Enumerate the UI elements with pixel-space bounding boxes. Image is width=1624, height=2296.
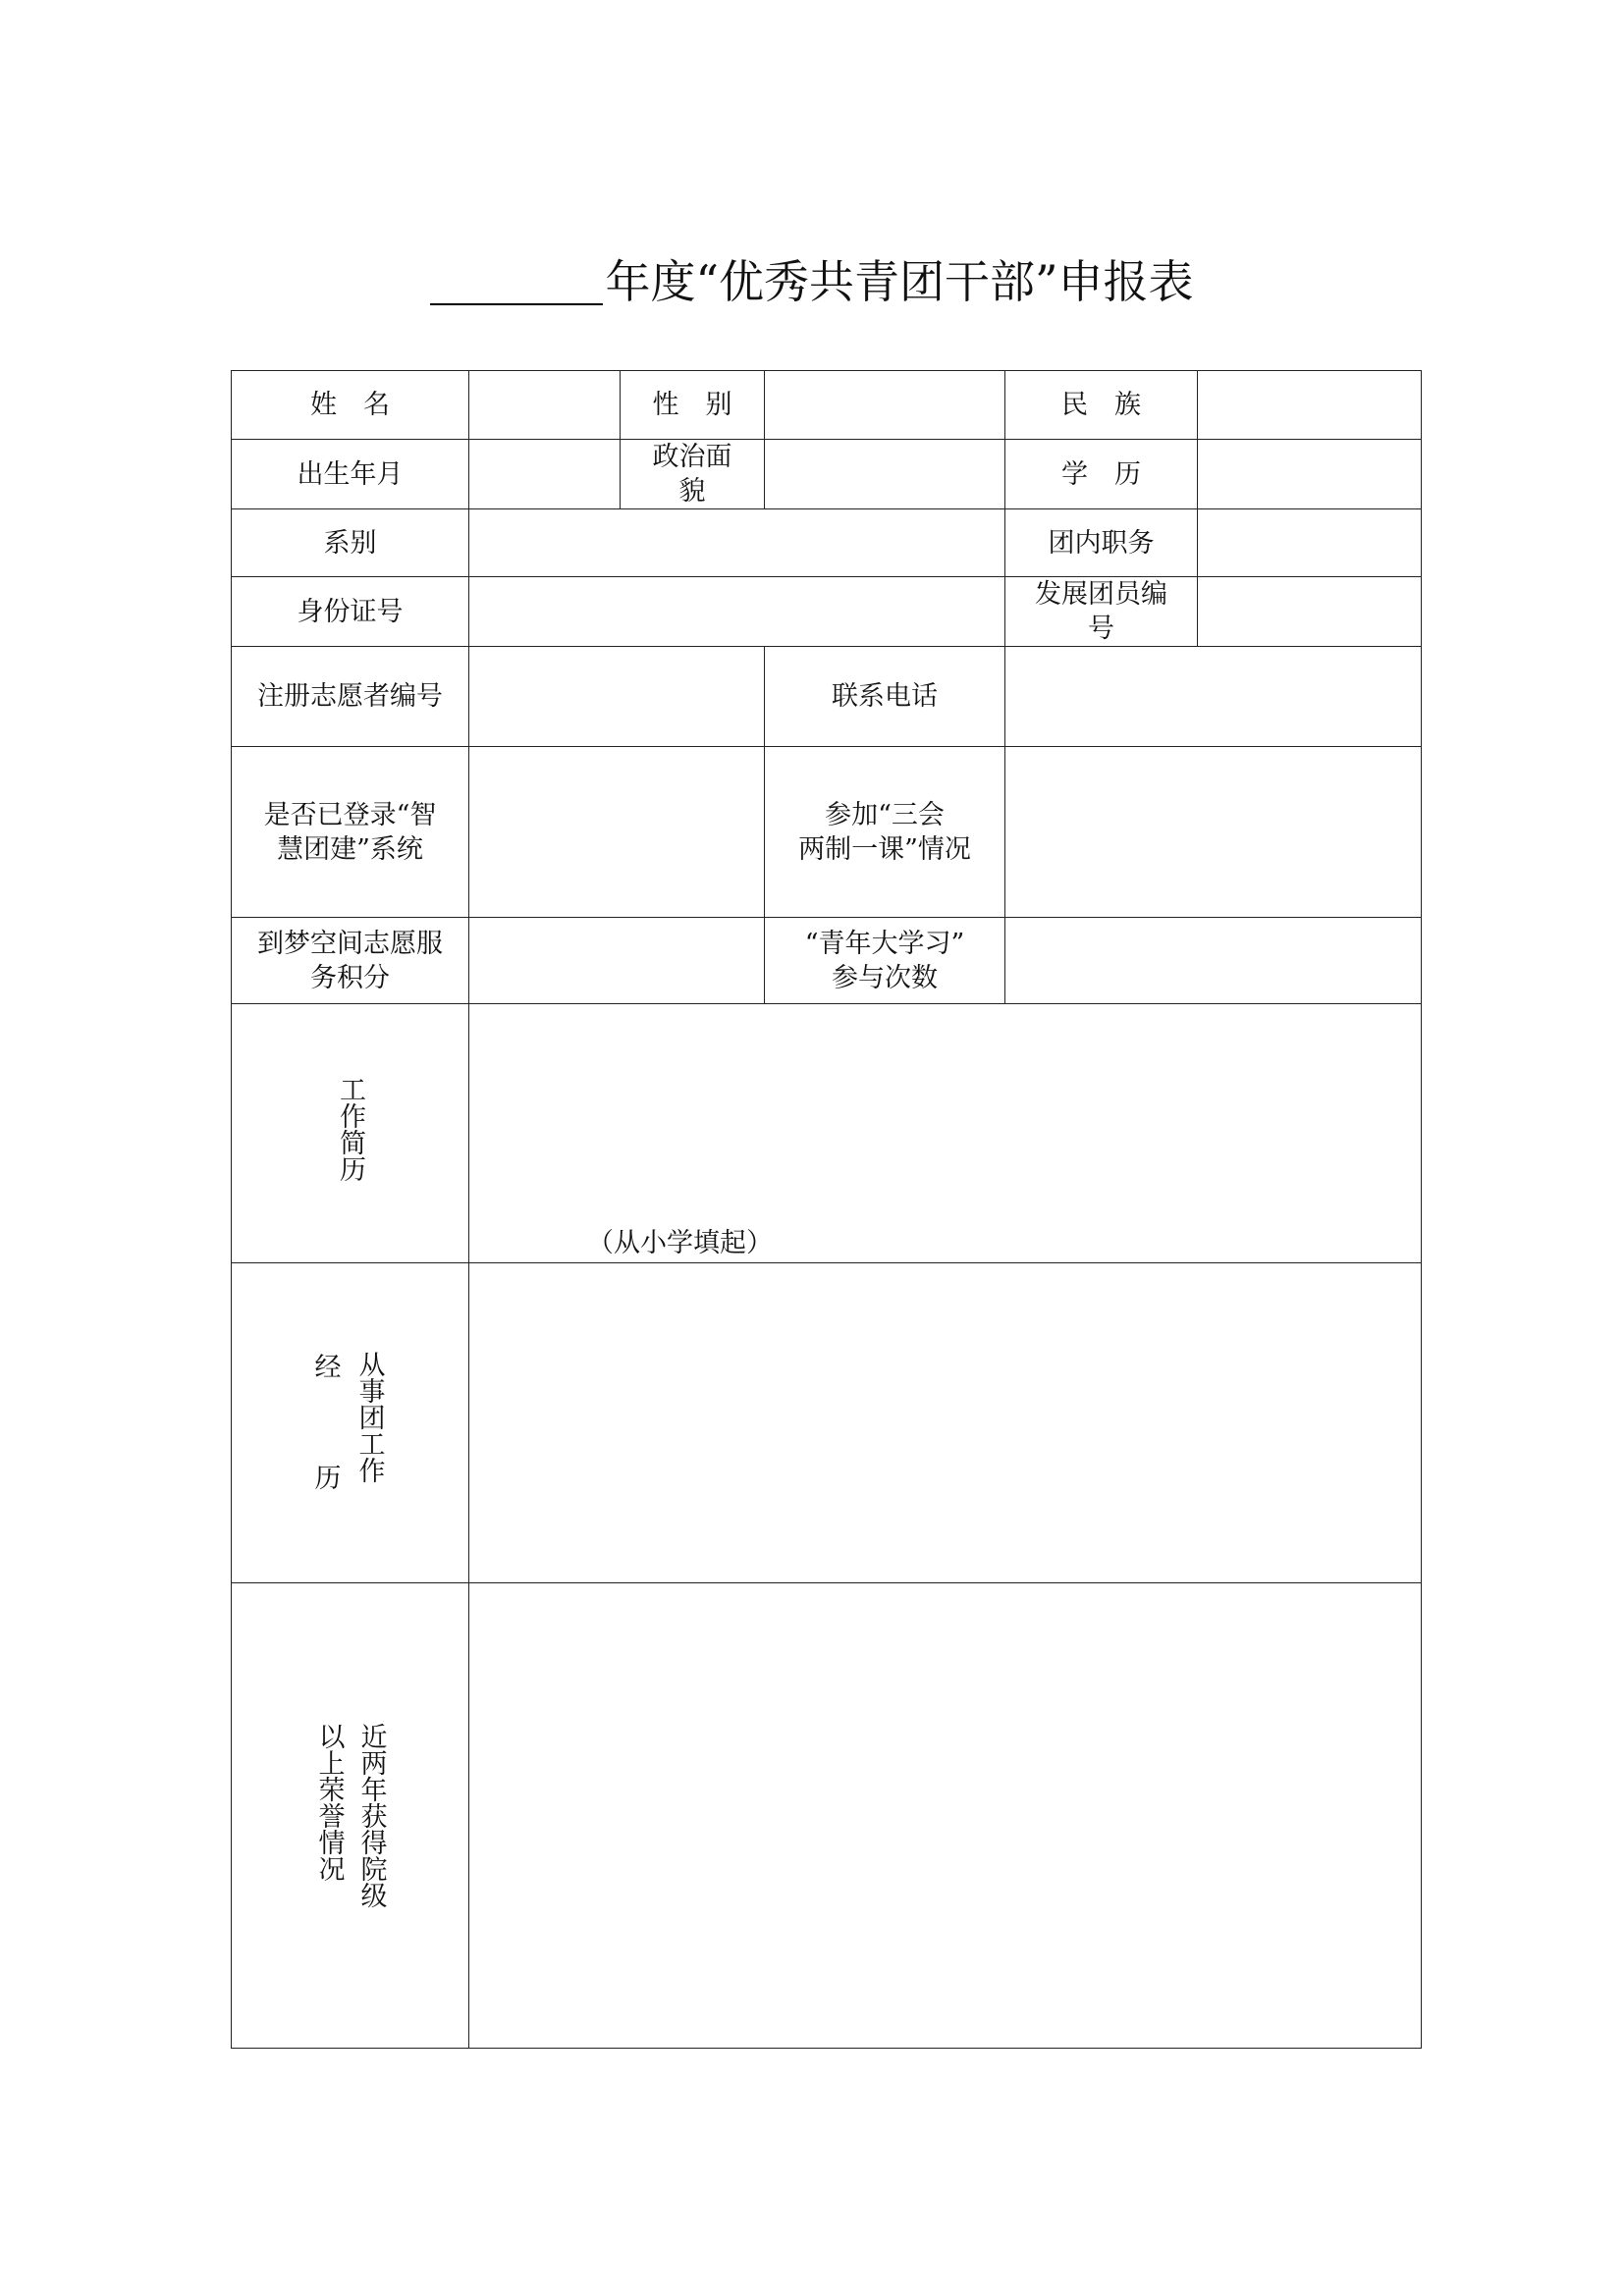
form-row (232, 440, 1422, 509)
form-row (232, 1263, 1422, 1583)
resume-label (232, 1004, 469, 1263)
political-status-label-line2: 貌 (678, 476, 706, 507)
dream-space-label-line2: 务积分 (310, 962, 390, 993)
birth-label: 出生年月 (232, 440, 469, 509)
member-number-label (1005, 577, 1198, 647)
honors-input[interactable] (469, 1583, 1422, 2049)
youth-study-label-line2: 参与次数 (832, 962, 938, 993)
smart-league-label-line2: 慧团建”系统 (277, 833, 423, 865)
ethnicity-input[interactable] (1198, 371, 1422, 440)
name-label: 姓 名 (232, 371, 469, 440)
department-label: 系别 (232, 509, 469, 577)
volunteer-number-input[interactable] (469, 647, 765, 747)
form-row (232, 647, 1422, 747)
resume-label-text: 工作简历 (335, 1076, 365, 1182)
experience-char-top: 经 (314, 1352, 342, 1383)
honors-label-group (313, 1723, 388, 1908)
education-label: 学 历 (1005, 440, 1198, 509)
form-row (232, 509, 1422, 577)
resume-hint: （从小学填起） (587, 1228, 773, 1258)
dream-space-label-line1: 到梦空间志愿服 (257, 928, 443, 959)
league-work-experience-label (232, 1263, 469, 1583)
experience-word (315, 1351, 342, 1496)
form-row (232, 918, 1422, 1004)
gender-input[interactable] (765, 371, 1005, 440)
birth-input[interactable] (469, 440, 621, 509)
volunteer-number-label: 注册志愿者编号 (232, 647, 469, 747)
political-status-label-line1: 政治面 (652, 442, 732, 472)
honors-label-col1: 近两年获得院级 (355, 1723, 387, 1908)
phone-label: 联系电话 (765, 647, 1005, 747)
form-row (232, 1004, 1422, 1263)
ethnicity-label: 民 族 (1005, 371, 1198, 440)
form-row (232, 577, 1422, 647)
name-input[interactable] (469, 371, 621, 440)
honors-label (232, 1583, 469, 2049)
league-work-experience-input[interactable] (469, 1263, 1422, 1583)
political-status-label (621, 440, 765, 509)
meetings-label-line2: 两制一课”情况 (798, 833, 971, 865)
meetings-label-line1: 参加“三会 (825, 799, 945, 830)
form-row (232, 747, 1422, 918)
id-number-input[interactable] (469, 577, 1005, 647)
title-text: 年度“优秀共青团干部”申报表 (605, 255, 1194, 308)
phone-input[interactable] (1005, 647, 1422, 747)
league-position-label: 团内职务 (1005, 509, 1198, 577)
league-position-input[interactable] (1198, 509, 1422, 577)
year-blank-line[interactable] (430, 248, 603, 305)
form-row (232, 1583, 1422, 2049)
smart-league-label (232, 747, 469, 918)
dream-space-input[interactable] (469, 918, 765, 1004)
dream-space-label (232, 918, 469, 1004)
gender-label: 性 别 (621, 371, 765, 440)
youth-study-input[interactable] (1005, 918, 1422, 1004)
youth-study-label-line1: “青年大学习” (804, 928, 965, 959)
member-number-label-line2: 号 (1088, 614, 1114, 644)
league-work-experience-label-group (315, 1351, 386, 1496)
application-form-table (231, 370, 1422, 2049)
meetings-input[interactable] (1005, 747, 1422, 918)
smart-league-label-line1: 是否已登录“智 (263, 799, 437, 830)
experience-char-bottom: 历 (314, 1463, 342, 1494)
form-row (232, 371, 1422, 440)
honors-label-col2: 以上荣誉情况 (313, 1723, 345, 1882)
smart-league-input[interactable] (469, 747, 765, 918)
youth-study-label (765, 918, 1005, 1004)
member-number-input[interactable] (1198, 577, 1422, 647)
political-status-input[interactable] (765, 440, 1005, 509)
resume-input[interactable] (469, 1004, 1422, 1263)
meetings-label (765, 747, 1005, 918)
education-input[interactable] (1198, 440, 1422, 509)
league-work-text: 从事团工作 (353, 1350, 385, 1483)
member-number-label-line1: 发展团员编 (1035, 579, 1167, 610)
id-number-label: 身份证号 (232, 577, 469, 647)
page-title (0, 247, 1624, 316)
department-input[interactable] (469, 509, 1005, 577)
